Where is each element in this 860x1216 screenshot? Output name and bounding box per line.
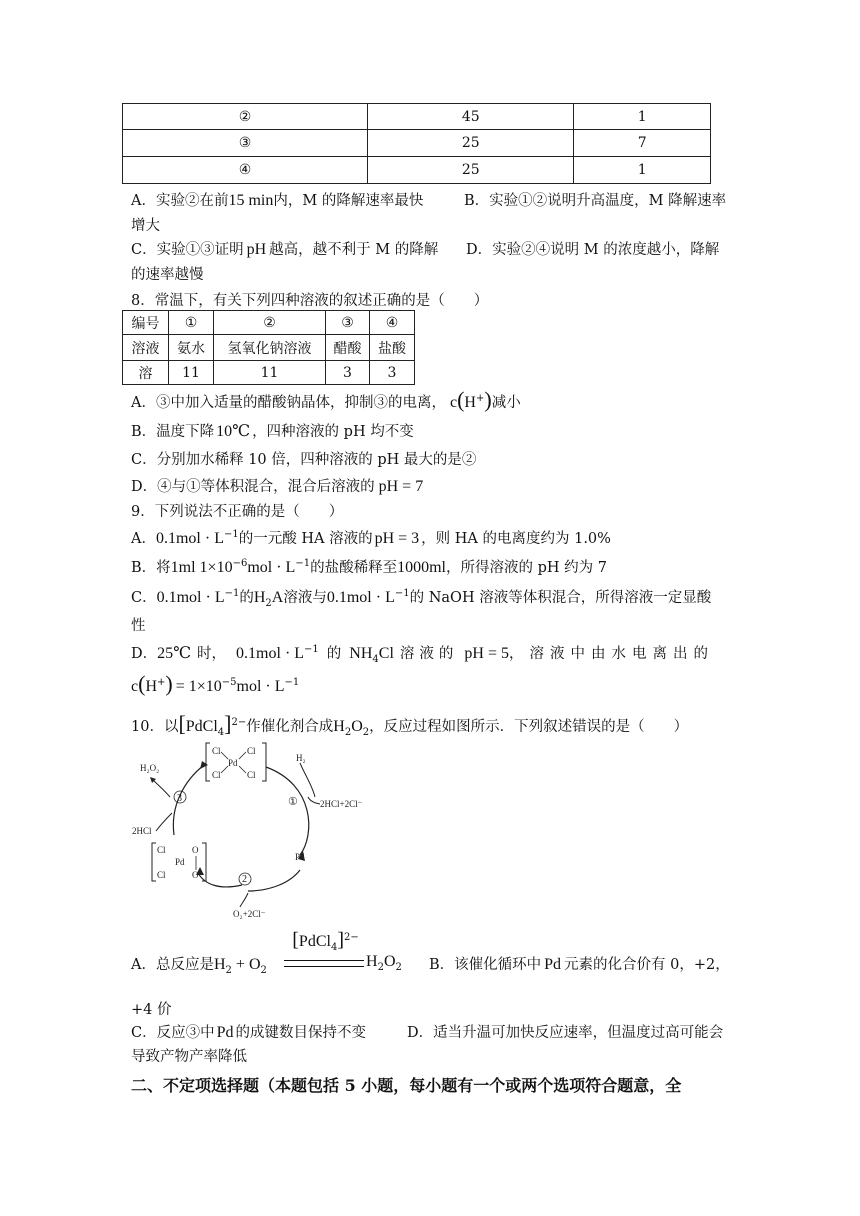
q7-option-c: C．实验①③证明 pH 越高，越不利于 M 的降解 xyxy=(131,241,439,258)
h2o2-label: H₂O₂ xyxy=(140,763,160,773)
q9-option-d-cont: $c(H^+) = 1\times 10^{-5}mol \cdot L^{-1}$ xyxy=(131,671,300,696)
q8-option-a: A．③中加入适量的醋酸钠晶体，抑制③的电离， c(H+)减小 xyxy=(131,387,521,412)
table-cell: 3 xyxy=(370,361,415,385)
atom-label: Cl xyxy=(212,746,221,756)
pd-peroxo-complex xyxy=(152,843,206,881)
q10-option-c: C．反应③中 Pd 的成键数目保持不变 xyxy=(131,1024,367,1041)
q9-option-c-cont: 性 xyxy=(131,618,146,634)
atom-label: Cl xyxy=(157,845,166,855)
table-cell: 11 xyxy=(169,361,214,385)
table-cell: 氨水 xyxy=(169,335,214,361)
pdcl4-complex-top xyxy=(206,743,266,781)
q10-option-b-cont: +4 价 xyxy=(131,1002,172,1018)
table-cell: 醋酸 xyxy=(326,335,370,361)
table-cell: 3 xyxy=(326,361,370,385)
table-header: ④ xyxy=(370,311,415,335)
solution-table xyxy=(122,310,415,385)
table-cell: 盐酸 xyxy=(370,335,415,361)
step-1-label: ① xyxy=(288,796,298,808)
q10-option-b: B．该催化循环中 Pd 元素的化合价有 0，+2， xyxy=(429,956,730,973)
table-cell: 45 xyxy=(368,104,574,130)
table-cell: ③ xyxy=(123,130,368,157)
equals-arrow xyxy=(284,960,364,967)
table-header: ① xyxy=(169,311,214,335)
table-cell: 1 xyxy=(574,157,711,184)
pd-label: Pd xyxy=(295,852,305,862)
q10-option-a-product: $H_2O_2$ xyxy=(366,953,402,973)
step-3-label: 3 xyxy=(177,793,182,804)
q8-option-d: D．④与①等体积混合，混合后溶液的 pH = 7 xyxy=(131,478,424,495)
catalytic-cycle-diagram xyxy=(130,735,380,920)
q7-option-a: A．实验②在前15 min内，M 的降解速率最快 xyxy=(131,192,424,209)
q10-catalyst-over-arrow: [PdCl$_4$]$^{2-}$ xyxy=(292,929,359,953)
q9-option-b: B．将1ml $1\times 10^{-6}mol \cdot L^{-1}$的盐酸稀释至1000ml，所得溶液的 pH 约为 7 xyxy=(131,558,607,576)
q10-stem: 10．以[PdCl$_4$]$^{2-}$作催化剂合成$H_2O_2$，反应过程如图所示．下列叙述错误的是（ ） xyxy=(131,711,689,738)
table-cell: ② xyxy=(123,104,368,130)
table-header: ② xyxy=(214,311,326,335)
table-cell: 溶液 xyxy=(123,335,169,361)
atom-label: O xyxy=(192,870,199,880)
q8-option-b: B．温度下降 10℃ ，四种溶液的 pH 均不变 xyxy=(131,423,414,440)
section-2-heading: 二、不定项选择题（本题包括 5 小题，每小题有一个或两个选项符合题意，全 xyxy=(131,1076,682,1095)
q9-option-a: A．$0.1mol \cdot L^{-1}$的一元酸 HA 溶液的 pH = 3 ，则 HA 的电离度约为 1.0% xyxy=(131,529,611,547)
table-cell: ④ xyxy=(123,157,368,184)
atom-label: Pd xyxy=(175,857,185,867)
table-cell: 25 xyxy=(368,130,574,157)
table-cell: 溶 xyxy=(123,361,169,385)
hcl-input-label: 2HCl xyxy=(132,826,152,836)
atom-label: Cl xyxy=(247,746,256,756)
q10-option-a: A．总反应是$H_2 + O_2$ xyxy=(131,956,267,976)
table-cell: 1 xyxy=(574,104,711,130)
atom-label: Pd xyxy=(228,758,238,768)
table-cell: 11 xyxy=(214,361,326,385)
hcl-output-label: 2HCl+2Cl⁻ xyxy=(320,799,363,809)
table-header: 编号 xyxy=(123,311,169,335)
q8-option-c: C．分别加水稀释 10 倍，四种溶液的 pH 最大的是② xyxy=(131,452,477,468)
q7-option-b-cont: 增大 xyxy=(131,218,160,234)
experiment-table xyxy=(122,103,711,184)
atom-label: Cl xyxy=(247,770,256,780)
step-2-label: 2 xyxy=(242,874,247,885)
table-header: ③ xyxy=(326,311,370,335)
q7-option-d: D．实验②④说明 M 的浓度越小，降解 xyxy=(466,242,720,258)
q7-option-d-cont: 的速率越慢 xyxy=(131,267,204,283)
h2-label: H₂ xyxy=(296,753,306,763)
q10-option-d: D．适当升温可加快反应速率，但温度过高可能会 xyxy=(407,1025,724,1041)
table-cell: 氢氧化钠溶液 xyxy=(214,335,326,361)
atom-label: Cl xyxy=(212,770,221,780)
table-cell: 7 xyxy=(574,130,711,157)
o2-input-label: O₂+2Cl⁻ xyxy=(233,909,266,919)
atom-label: O xyxy=(192,845,199,855)
q9-option-d: D．25℃ 时， $0.1mol \cdot L^{-1}$ 的 $NH_4Cl$ 溶液的 pH = 5，溶液中由水电离出的 xyxy=(131,644,714,665)
atom-label: Cl xyxy=(157,870,166,880)
table-cell: 25 xyxy=(368,157,574,184)
q8-stem: 8．常温下，有关下列四种溶液的叙述正确的是（ ） xyxy=(131,293,489,309)
q9-stem: 9．下列说法不正确的是（ ） xyxy=(131,504,344,520)
q7-option-b: B．实验①②说明升高温度，M 降解速率 xyxy=(464,193,727,209)
q10-option-d-cont: 导致产物产率降低 xyxy=(131,1049,247,1065)
q9-option-c: C．$0.1mol \cdot L^{-1}$的$H_2A$溶液与$0.1mol \cdot L^{-1}$的 NaOH 溶液等体积混合，所得溶液一定显酸 xyxy=(131,588,712,609)
